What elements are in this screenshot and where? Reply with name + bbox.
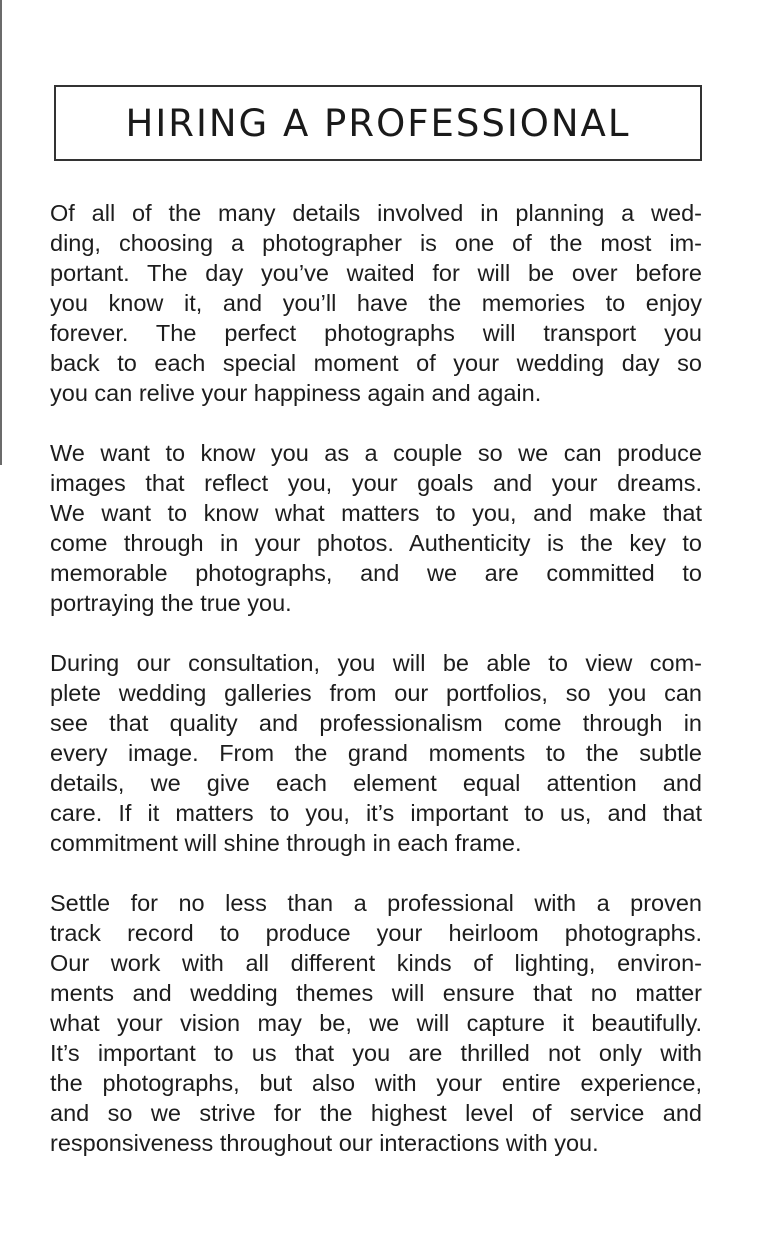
page-title: HIRING A PROFESSIONAL bbox=[125, 101, 631, 145]
text-line: back to each special moment of your wedding day so bbox=[50, 350, 702, 376]
text-line: you know it, and you’ll have the memories to enjoy bbox=[50, 290, 702, 316]
text-line: ments and wedding themes will ensure that no matter bbox=[50, 980, 702, 1006]
text-line: portraying the true you. bbox=[50, 590, 292, 616]
text-line: what your vision may be, we will capture it beautifully. bbox=[50, 1010, 702, 1036]
paragraph-intro bbox=[50, 198, 702, 408]
text-line: come through in your photos. Authenticity is the key to bbox=[50, 530, 702, 556]
text-line: plete wedding galleries from our portfolios, so you can bbox=[50, 680, 702, 706]
text-line: memorable photographs, and we are committed to bbox=[50, 560, 702, 586]
text-line: Our work with all different kinds of lighting, environ- bbox=[50, 950, 702, 976]
text-line: forever. The perfect photographs will transport you bbox=[50, 320, 702, 346]
text-line: ding, choosing a photographer is one of the most im- bbox=[50, 230, 702, 256]
text-line: We want to know what matters to you, and make that bbox=[50, 500, 702, 526]
text-line: portant. The day you’ve waited for will be over before bbox=[50, 260, 702, 286]
text-line: Settle for no less than a professional with a proven bbox=[50, 890, 702, 916]
text-line: see that quality and professionalism come through in bbox=[50, 710, 702, 736]
left-edge-rule bbox=[0, 0, 2, 465]
text-line: commitment will shine through in each frame. bbox=[50, 830, 522, 856]
text-line: We want to know you as a couple so we can produce bbox=[50, 440, 702, 466]
text-line: details, we give each element equal attention and bbox=[50, 770, 702, 796]
text-line: During our consultation, you will be able to view com- bbox=[50, 650, 702, 676]
text-line: and so we strive for the highest level of service and bbox=[50, 1100, 702, 1126]
text-line: responsiveness throughout our interactions with you. bbox=[50, 1130, 599, 1156]
title-box bbox=[54, 85, 702, 161]
text-line: images that reflect you, your goals and your dreams. bbox=[50, 470, 702, 496]
text-line: every image. From the grand moments to the subtle bbox=[50, 740, 702, 766]
text-line: track record to produce your heirloom photographs. bbox=[50, 920, 702, 946]
paragraph-consultation bbox=[50, 648, 702, 858]
body-text bbox=[50, 198, 702, 1188]
text-line: It’s important to us that you are thrilled not only with bbox=[50, 1040, 702, 1066]
text-line: you can relive your happiness again and again. bbox=[50, 380, 542, 406]
text-line: care. If it matters to you, it’s important to us, and that bbox=[50, 800, 702, 826]
paragraph-professional bbox=[50, 888, 702, 1158]
text-line: the photographs, but also with your entire experience, bbox=[50, 1070, 702, 1096]
paragraph-couple bbox=[50, 438, 702, 618]
text-line: Of all of the many details involved in planning a wed- bbox=[50, 200, 702, 226]
